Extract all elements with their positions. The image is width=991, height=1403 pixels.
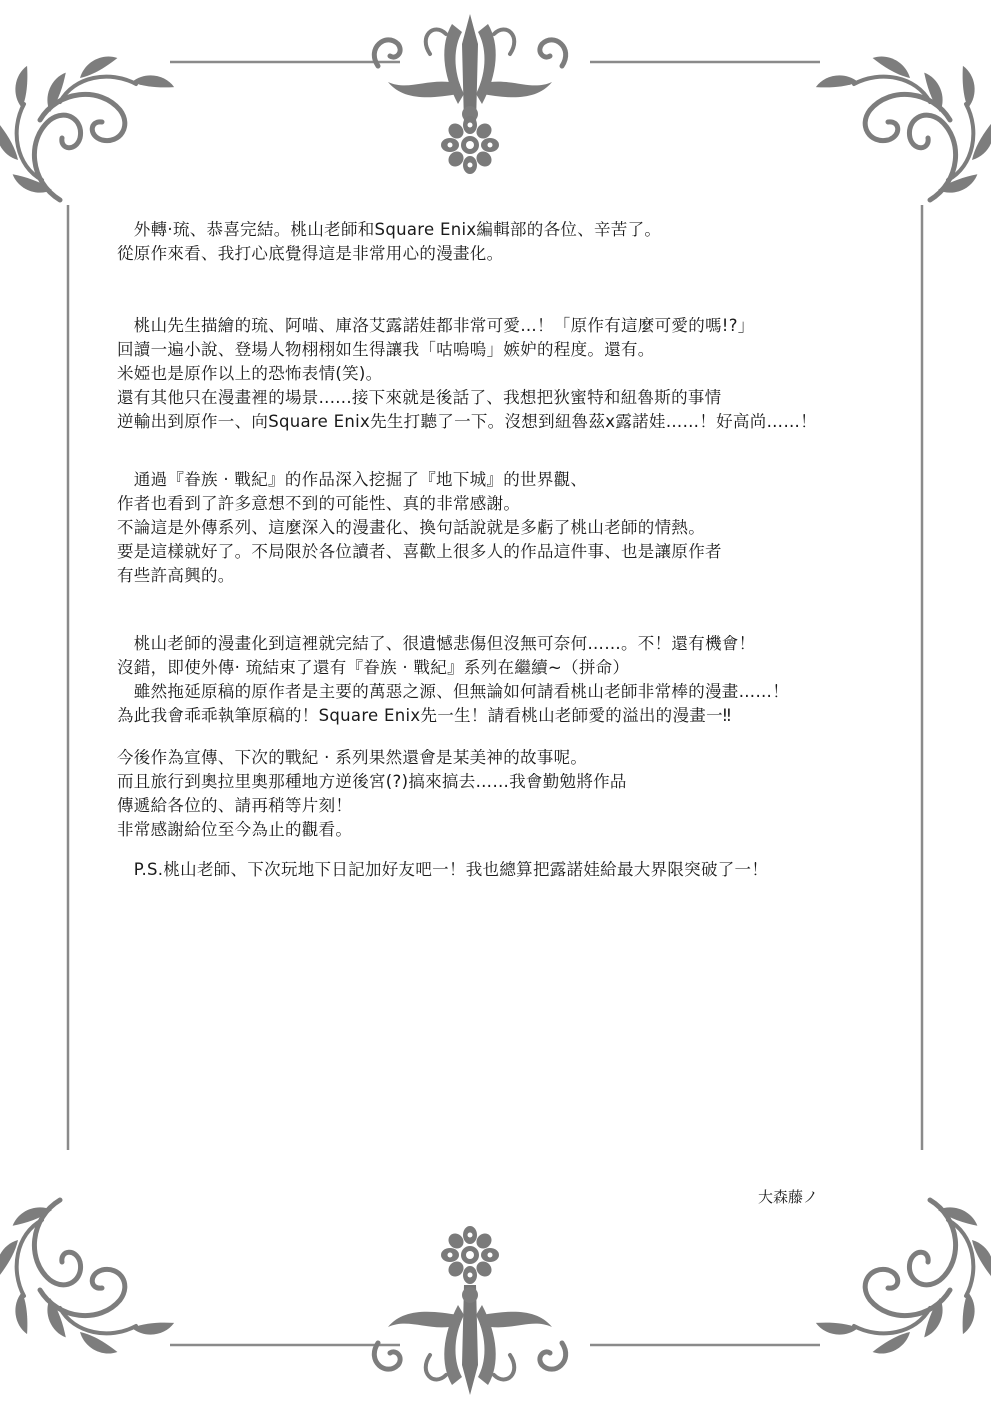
paragraph-6	[117, 858, 877, 882]
paragraph-4	[117, 632, 877, 728]
text-line: 而且旅行到奧拉里奧那種地方逆後宮(?)搞來搞去……我會勤勉將作品	[117, 772, 627, 791]
text-line: 米婭也是原作以上的恐怖表情(笑)。	[117, 364, 383, 383]
text-line: 回讀一遍小說、登場人物栩栩如生得讓我「咕嗚嗚」嫉妒的程度。還有。	[117, 340, 655, 359]
text-line: 傳遞給各位的、請再稍等片刻！	[117, 796, 353, 815]
text-line: 通過『眷族 · 戰紀』的作品深入挖掘了『地下城』的世界觀、	[117, 470, 588, 489]
paragraph-3	[117, 468, 877, 588]
paragraph-5	[117, 746, 877, 842]
text-line: 作者也看到了許多意想不到的可能性、真的非常感謝。	[117, 494, 521, 513]
text-line: 非常感謝給位至今為止的觀看。	[117, 820, 353, 839]
text-line: 還有其他只在漫畫裡的場景......接下來就是後話了、我想把狄蜜特和紐魯斯的事情	[117, 388, 722, 407]
text-line: 沒錯，即使外傳· 琉結束了還有『眷族 · 戰紀』系列在繼續~（拼命）	[117, 658, 630, 677]
text-line: 今後作為宣傳、下次的戰紀 · 系列果然還會是某美神的故事呢。	[117, 748, 588, 767]
paragraph-2	[117, 314, 877, 434]
text-line: P.S.桃山老師、下次玩地下日記加好友吧一！我也總算把露諾娃給最大界限突破了一！	[117, 860, 769, 879]
bottom-crest-ornament	[374, 1226, 565, 1395]
text-line: 為此我會乖乖執筆原稿的！Square Enix先一生！請看桃山老師愛的溢出的漫畫一‼	[117, 706, 732, 725]
text-line: 外轉·琉、恭喜完結。桃山老師和Square Enix編輯部的各位、辛苦了。	[117, 220, 662, 239]
text-line: 桃山老師的漫畫化到這裡就完結了、很遺憾悲傷但沒無可奈何……。不！還有機會！	[117, 634, 756, 653]
text-line: 有些許高興的。	[117, 566, 235, 585]
author-signature: 大森藤ノ	[758, 1188, 819, 1206]
text-line: 從原作來看、我打心底覺得這是非常用心的漫畫化。	[117, 244, 504, 263]
paragraph-1	[117, 218, 877, 266]
top-crest-ornament	[374, 14, 565, 174]
text-line: 要是這樣就好了。不局限於各位讀者、喜歡上很多人的作品這件事、也是讓原作者	[117, 542, 722, 561]
text-line: 逆輸出到原作一、向Square Enix先生打聽了一下。沒想到紐魯茲x露諾娃……！好高尚……！	[117, 412, 817, 431]
text-line: 桃山先生描繪的琉、阿喵、庫洛艾露諾娃都非常可愛…！「原作有這麼可愛的嗎!?」	[117, 316, 755, 335]
text-line: 不論這是外傳系列、這麼深入的漫畫化、換句話說就是多虧了桃山老師的情熱。	[117, 518, 705, 537]
text-line: 雖然拖延原稿的原作者是主要的萬惡之源、但無論如何請看桃山老師非常棒的漫畫……！	[117, 682, 789, 701]
